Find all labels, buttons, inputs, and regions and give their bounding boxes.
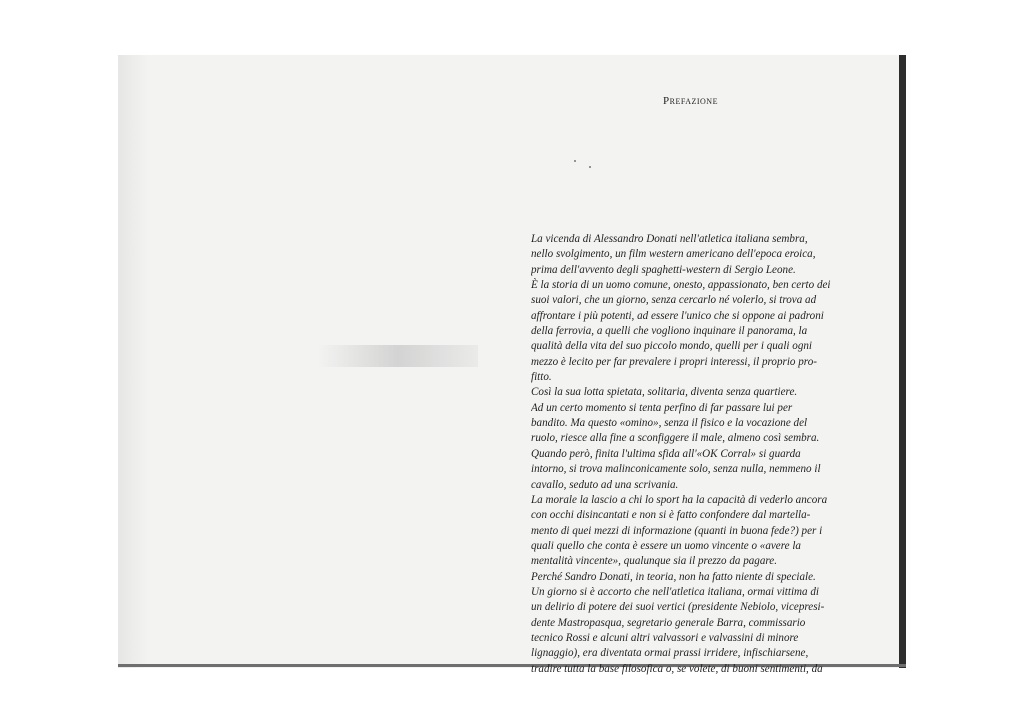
preface-body [531,232,865,677]
text-line: La morale la lascio a chi lo sport ha la capacità di vederlo ancora [531,493,828,506]
text-line: un delirio di potere dei suoi vertici (presidente Nebiolo, vicepresi- [531,601,825,614]
text-line: tradire tutta la base filosofica o, se volete, di buoni sentimenti, da [531,662,823,675]
text-line: affrontare i più potenti, ad essere l'unico che si oppone ai padroni [531,309,824,322]
text-line: cavallo, seduto ad una scrivania. [531,478,679,491]
text-line: ruolo, riesce alla fine a sconfiggere il male, almeno così sembra. [531,432,820,445]
dust-speck [589,166,591,168]
text-line: Ad un certo momento si tenta perfino di far passare lui per [531,401,793,414]
text-line: mento di quei mezzi di informazione (quanti in buona fede?) per i [531,524,823,537]
text-line: della ferrovia, a quelli che vogliono inquinare il panorama, la [531,325,808,338]
text-line: Quando però, finita l'ultima sfida all'«OK Corral» si guarda [531,447,801,460]
text-line: Perché Sandro Donati, in teoria, non ha fatto niente di speciale. [531,570,816,583]
page-heading: Prefazione [663,95,718,107]
text-line: qualità della vita del suo piccolo mondo, quelli per i quali ogni [531,340,813,353]
text-line: prima dell'avvento degli spaghetti-western di Sergio Leone. [531,263,796,276]
text-line: È la storia di un uomo comune, onesto, appassionato, ben certo dei [531,279,831,292]
text-line: bandito. Ma questo «omino», senza il fisico e la vocazione del [531,417,808,430]
text-line: Un giorno si è accorto che nell'atletica italiana, ormai vittima di [531,585,819,598]
dust-speck [574,160,576,162]
text-line: La vicenda di Alessandro Donati nell'atletica italiana sembra, [531,233,808,245]
text-line: mezzo è lecito per far prevalere i propri interessi, il proprio pro- [531,355,817,368]
text-line: suoi valori, che un giorno, senza cercarlo né volerlo, si trova ad [531,294,817,307]
text-line: dente Mastropasqua, segretario generale Barra, commissario [531,616,806,629]
text-line: Così la sua lotta spietata, solitaria, diventa senza quartiere. [531,386,798,399]
text-line: intorno, si trova malinconicamente solo, senza nulla, nemmeno il [531,463,821,476]
text-line: nello svolgimento, un film western americano dell'epoca eroica, [531,248,816,261]
bleed-through-mark [318,345,478,367]
text-line: mentalità vincente», qualunque sia il prezzo da pagare. [531,555,777,568]
text-line: lignaggio), era diventata ormai prassi irridere, infischiarsene, [531,647,809,660]
scan-shadow [118,55,148,668]
text-line: fitto. [531,371,552,384]
text-line: tecnico Rossi e alcuni altri valvassori e valvassini di minore [531,631,799,644]
text-line: quali quello che conta è essere un uomo vincente o «avere la [531,539,801,552]
text-line: con occhi disincantati e non si è fatto confondere dal martella- [531,509,811,522]
book-spine-edge [899,55,906,668]
